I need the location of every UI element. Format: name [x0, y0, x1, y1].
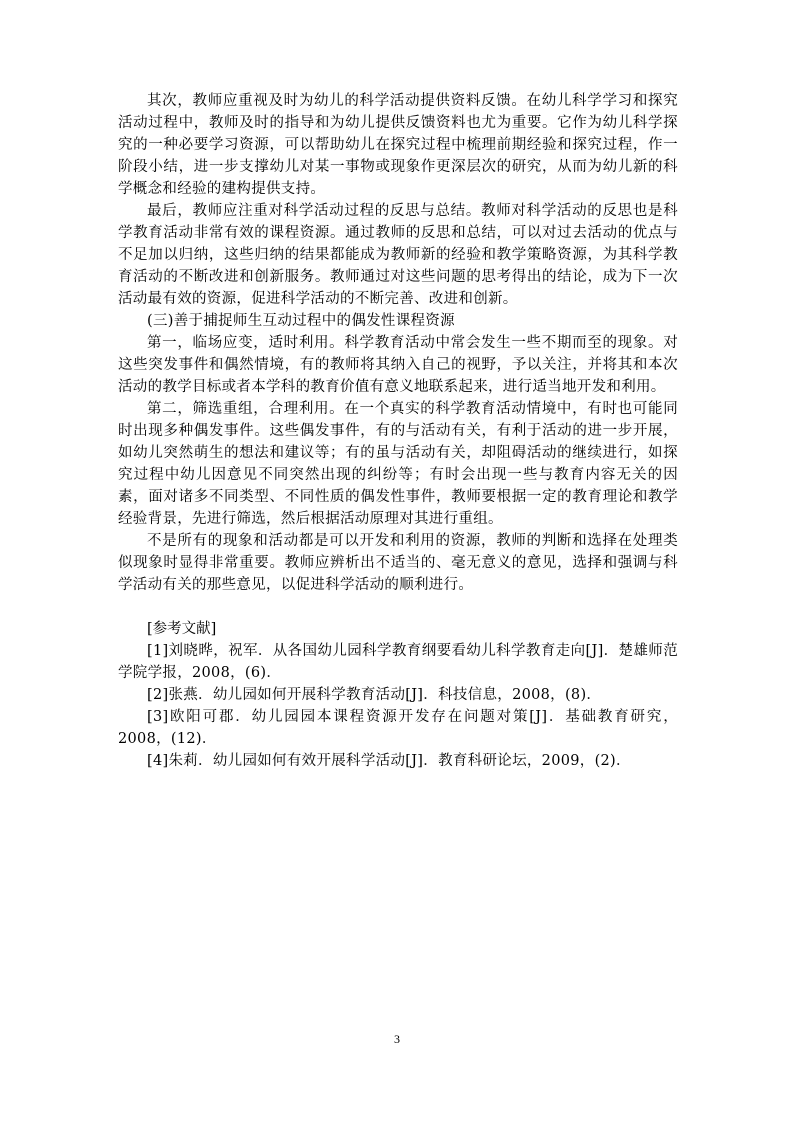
references-title: [参考文献] — [147, 621, 217, 637]
paragraph: 不是所有的现象和活动都是可以开发和利用的资源，教师的判断和选择在处理类似现象时显得非常重要。教师应辨析出不适当的、毫无意义的意见，选择和强调与科学活动有关的那些意见，以促进科学活动的顺利进行。 — [118, 533, 678, 593]
paragraph: 第二，筛选重组，合理利用。在一个真实的科学教育活动情境中，有时也可能同时出现多种偶发事件。这些偶发事件，有的与活动有关，有利于活动的进一步开展，如幼儿突然萌生的想法和建议等；有的虽与活动有关，却阻碍活动的继续进行，如探究过程中幼儿因意见不同突然出现的纠纷等；有时会出现一些与教育内容无关的因素，面对诸多不同类型、不同性质的偶发性事件，教师要根据一定的教育理论和教学经验背景，先进行筛选，然后根据活动原理对其进行重组。 — [118, 401, 678, 527]
paragraph: 第一，临场应变，适时利用。科学教育活动中常会发生一些不期而至的现象。对这些突发事件和偶然情境，有的教师将其纳入自己的视野，予以关注，并将其和本次活动的教学目标或者本学科的教育价值有意义地联系起来，进行适当地开发和利用。 — [118, 335, 678, 395]
paragraph: 其次，教师应重视及时为幼儿的科学活动提供资料反馈。在幼儿科学学习和探究活动过程中，教师及时的指导和为幼儿提供反馈资料也尤为重要。它作为幼儿科学探究的一种必要学习资源，可以帮助幼儿在探究过程中梳理前期经验和探究过程，作一阶段小结，进一步支撑幼儿对某一事物或现象作更深层次的研究，从而为幼儿新的科学概念和经验的建构提供支持。 — [118, 93, 678, 197]
section-heading: (三)善于捕捉师生互动过程中的偶发性课程资源 — [147, 313, 455, 329]
paragraph: 最后，教师应注重对科学活动过程的反思与总结。教师对科学活动的反思也是科学教育活动非常有效的课程资源。通过教师的反思和总结，可以对过去活动的优点与不足加以归纳，这些归纳的结果都能成为教师新的经验和教学策略资源，为其科学教育活动的不断改进和创新服务。教师通过对这些问题的思考得出的结论，成为下一次活动最有效的资源，促进科学活动的不断完善、改进和创新。 — [118, 203, 678, 307]
reference-item: [3]欧阳可郡．幼儿园园本课程资源开发存在问题对策[J]．基础教育研究，2008，(12)． — [118, 709, 678, 747]
reference-item: [2]张燕．幼儿园如何开展科学教育活动[J]．科技信息，2008，(8)． — [147, 687, 602, 703]
reference-item: [1]刘晓晔，祝军．从各国幼儿园科学教育纲要看幼儿科学教育走向[J]．楚雄师范学院学报，2008，(6)． — [118, 643, 678, 681]
document-body — [118, 90, 678, 772]
reference-item: [4]朱莉．幼儿园如何有效开展科学活动[J]．教育科研论坛，2009，(2)． — [147, 753, 631, 769]
page-number: 3 — [394, 1032, 400, 1046]
